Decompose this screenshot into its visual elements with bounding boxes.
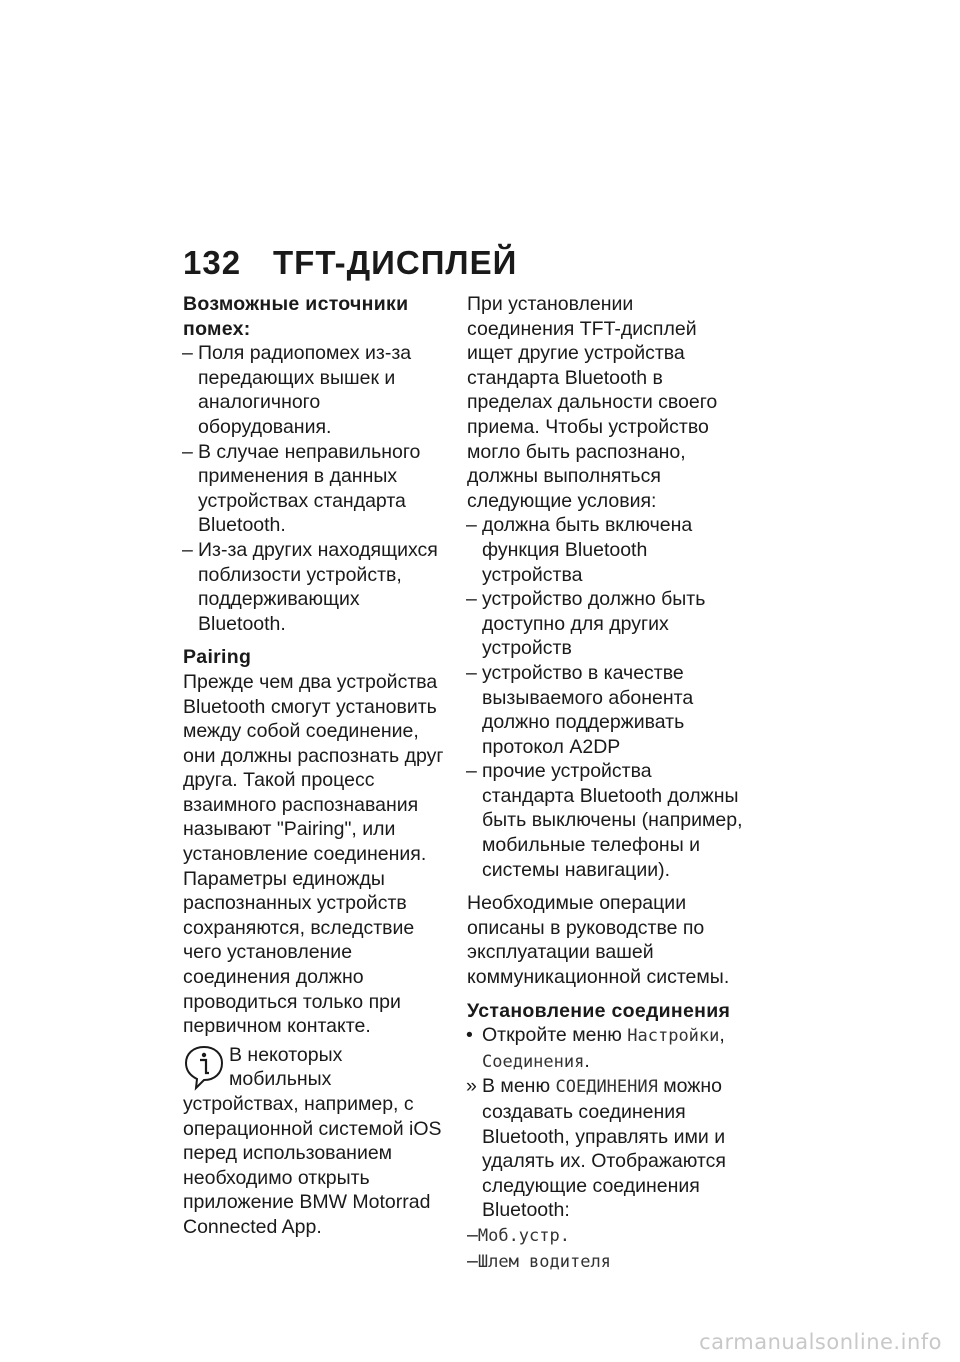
list-item: – устройство в качестве вызываемого абонента должно поддерживать протокол A2DP [466, 661, 694, 758]
pairing-heading: Pairing [183, 646, 252, 669]
menu-connections: Соединения [482, 1051, 585, 1072]
dash-marker: – [467, 1223, 478, 1246]
note-text: В некоторых мобильных устройствах, например, с операционной системой iOS перед использованием необходимо открыть приложение BMW Motorrad Connected App. [183, 1043, 442, 1238]
list-item: – Из-за других находящихся поблизости устройств, поддерживающих Bluetooth. [182, 538, 438, 635]
chapter-title: TFT-ДИСПЛЕЙ [273, 244, 518, 281]
watermark: carmanualsonline.info [699, 1330, 942, 1354]
page-header [183, 243, 517, 283]
list-item: – прочие устройства стандарта Bluetooth должны быть выключены (например, мобильные телефоны и системы навигации). [466, 760, 743, 881]
result-item: » В меню СОЕДИНЕНИЯ можно создавать соединения Bluetooth, управлять ими и удалять их. Отображаются следующие соединения Bluetooth: [466, 1075, 726, 1222]
list-item: – В случае неправильного применения в данных устройствах стандарта Bluetooth. [182, 440, 421, 537]
list-item: – устройство должно быть доступно для других устройств [466, 588, 706, 660]
dash-marker: – [466, 588, 477, 611]
ops-text: Необходимые операции описаны в руководстве по эксплуатации вашей коммуникационной системы. [467, 892, 730, 989]
info-note [183, 1043, 445, 1240]
menu-connections-upper: СОЕДИНЕНИЯ [555, 1077, 658, 1098]
dash-marker: – [466, 661, 477, 684]
list-item: – должна быть включена функция Bluetooth устройства [466, 514, 693, 586]
dash-marker: – [182, 440, 193, 463]
connection-item: –Моб.устр. [467, 1223, 570, 1246]
menu-settings: Настройки [627, 1026, 720, 1047]
bullet-marker: • [466, 1024, 473, 1047]
page-number: 132 [183, 244, 242, 281]
list-item: – Поля радиопомех из-за передающих вышек и аналогичного оборудования. [182, 342, 412, 438]
connection-item: –Шлем водителя [467, 1249, 611, 1272]
info-icon [183, 1043, 225, 1091]
connect-heading: Установление соединения [467, 999, 731, 1022]
step-item: • Откройте меню Настройки, Соединения. [466, 1024, 725, 1072]
pairing-text: Прежде чем два устройства Bluetooth смогут установить между собой соединение, они должны распознать друг друга. Такой процесс взаимного распознавания называют "Pairing", или установление соединения. Параметры единожды распознанных устройств сохраняются, вследствие чего установление соединения должно проводиться только при первичном контакте. [183, 670, 444, 1038]
dash-marker: – [182, 538, 193, 561]
interference-heading: Возможные источники помех: [183, 293, 409, 340]
intro-text: При установлении соединения TFT-дисплей ищет другие устройства стандарта Bluetooth в пределах дальности своего приема. Чтобы устройство могло быть распознано, должны выполняться следующие условия: [467, 293, 718, 512]
dash-marker: – [182, 342, 193, 365]
dash-marker: – [466, 514, 477, 537]
dash-marker: – [467, 1249, 478, 1272]
dash-marker: – [466, 760, 477, 783]
right-column [467, 292, 743, 1274]
left-column [183, 292, 445, 1240]
result-marker: » [466, 1075, 477, 1098]
